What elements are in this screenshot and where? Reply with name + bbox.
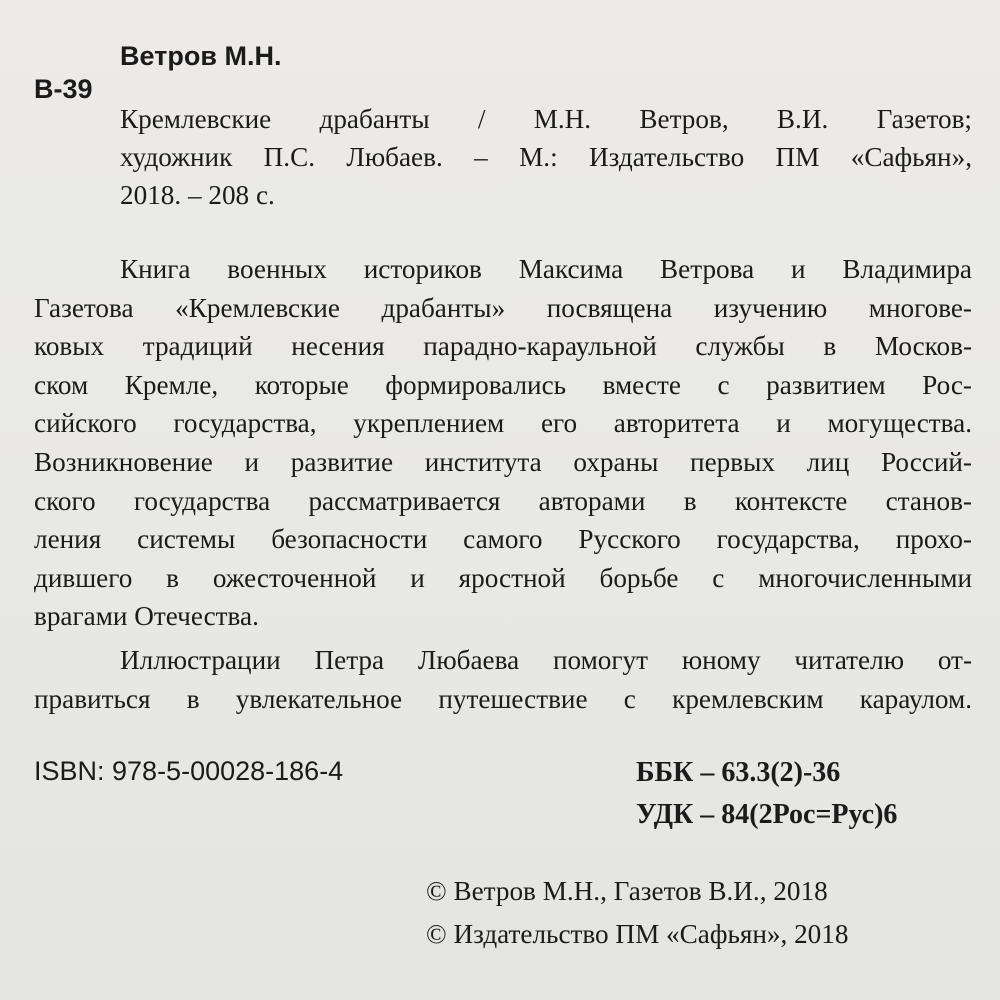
isbn-number: ISBN: 978-5-00028-186-4 — [34, 756, 344, 786]
annotation-line: Книга военных историков Максима Ветрова и Владимира — [120, 254, 972, 284]
classification-block — [636, 752, 897, 836]
annotation-line: ском Кремле, которые формировались вместе с развитием Рос- — [34, 369, 972, 400]
annotation-paragraph — [34, 250, 972, 636]
illustrations-line: Иллюстрации Петра Любаева помогут юному читателю от- — [120, 645, 972, 675]
copyright-authors: © Ветров М.Н., Газетов В.И., 2018 — [426, 876, 828, 906]
author-heading: Ветров М.Н. — [120, 41, 282, 71]
bbk-index: ББК – 63.3(2)-36 — [636, 757, 841, 788]
author-sign-code: В-39 — [34, 74, 93, 104]
annotation-line: дившего в ожесточенной и яростной борьбе с многочисленными — [34, 562, 972, 593]
bibliographic-record — [120, 100, 972, 214]
annotation-line: Газетова «Кремлевские драбанты» посвящена изучению многове- — [34, 292, 972, 323]
annotation-line: ского государства рассматривается авторами в контексте станов- — [34, 485, 972, 516]
illustrations-paragraph — [34, 641, 972, 719]
annotation-line: ковых традиций несения парадно-караульной службы в Москов- — [34, 331, 972, 362]
annotation-line: сийского государства, укреплением его авторитета и могущества. — [34, 408, 972, 439]
annotation-line: ления системы безопасности самого Русского государства, прохо- — [34, 524, 972, 555]
annotation-line: Возникновение и развитие института охраны первых лиц Россий- — [34, 446, 972, 477]
annotation-line: врагами Отечества. — [34, 601, 259, 632]
biblio-line: художник П.С. Любаев. – М.: Издательство ПМ «Сафьян», — [120, 142, 972, 172]
udk-index: УДК – 84(2Рос=Рус)6 — [636, 799, 898, 830]
biblio-line: Кремлевские драбанты / М.Н. Ветров, В.И. Газетов; — [120, 104, 972, 134]
illustrations-line: правиться в увлекательное путешествие с кремлевским караулом. — [34, 684, 972, 714]
copyright-publisher: © Издательство ПМ «Сафьян», 2018 — [426, 919, 849, 949]
biblio-line: 2018. – 208 с. — [120, 180, 275, 210]
copyright-block — [426, 870, 848, 956]
